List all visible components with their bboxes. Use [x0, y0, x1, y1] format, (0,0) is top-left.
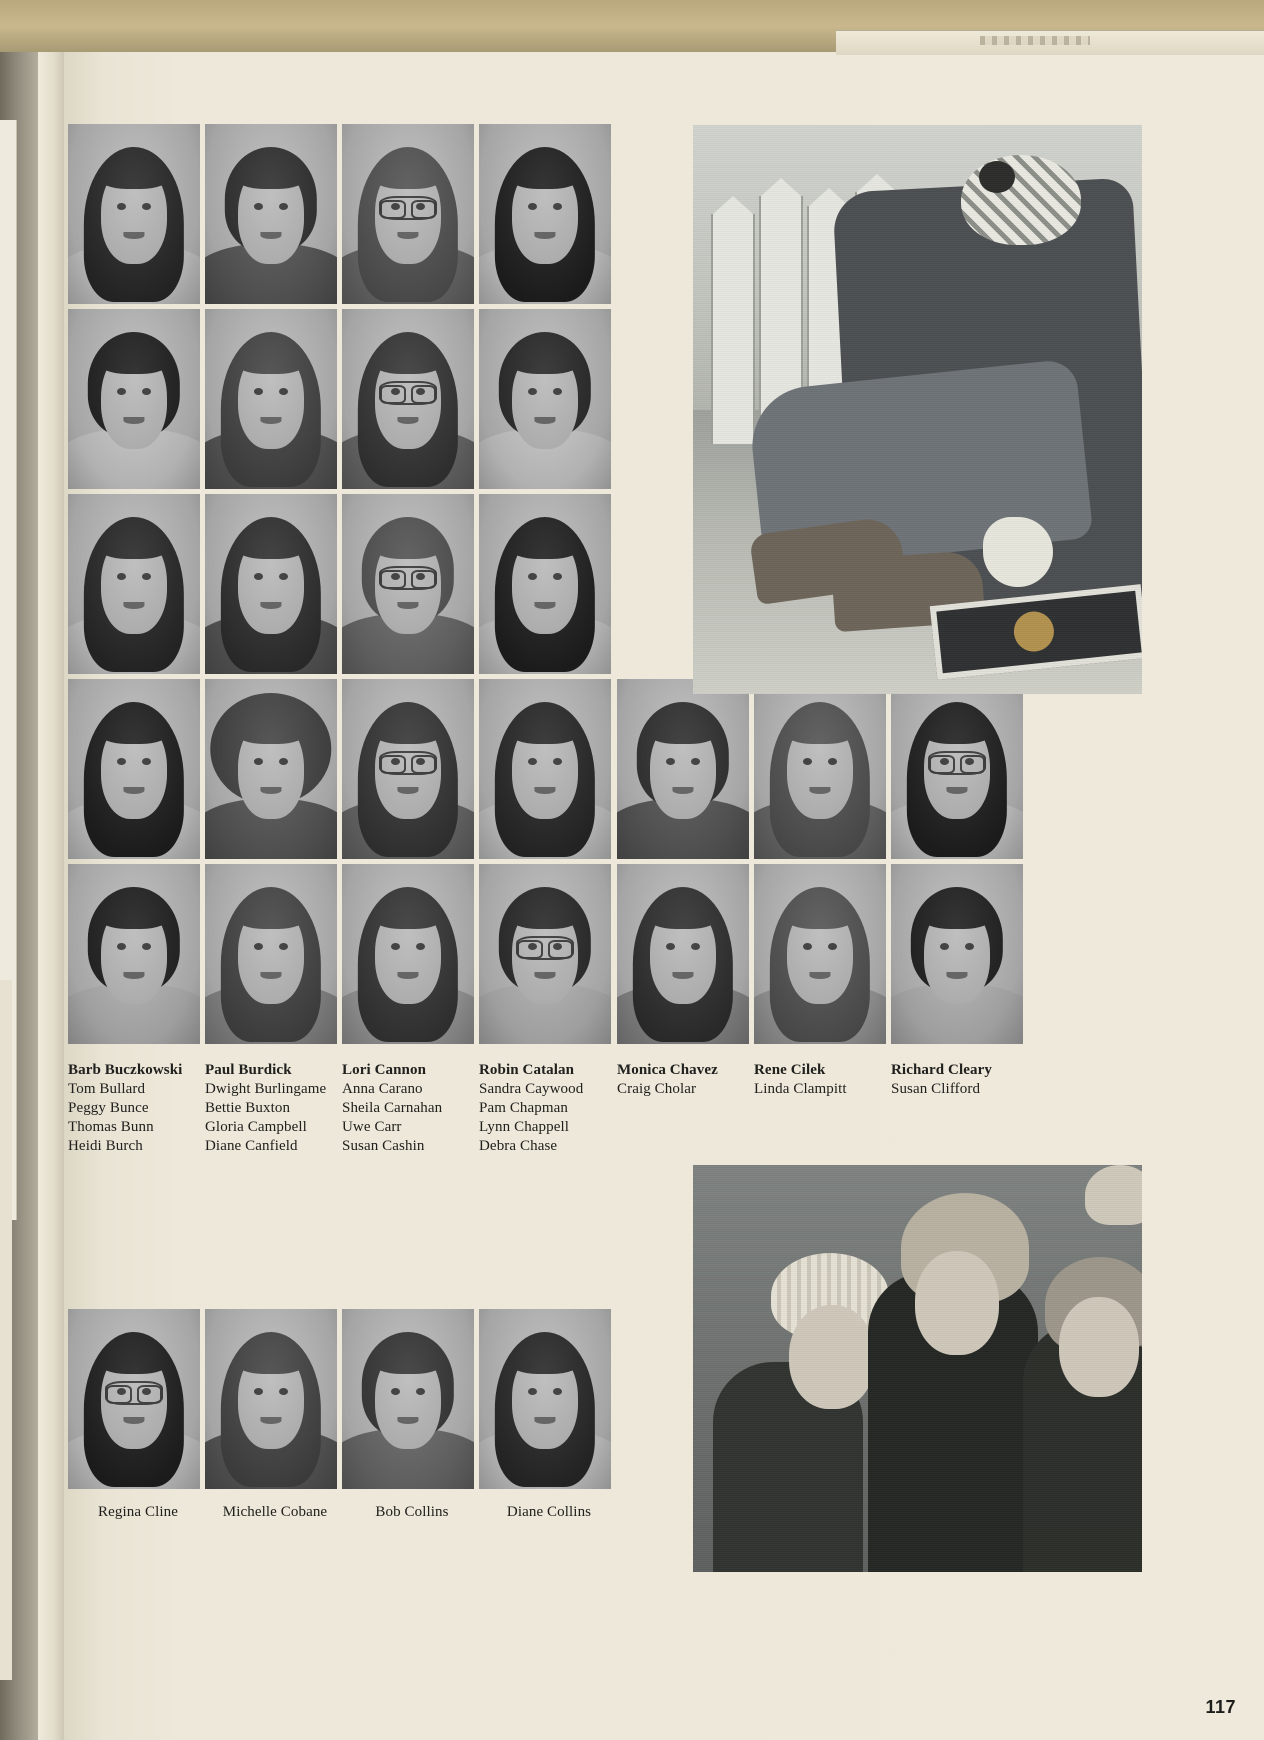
name-column [479, 1061, 619, 1156]
photo-boy-by-fence [693, 125, 1142, 694]
student-name: Tom Bullard [68, 1081, 146, 1097]
name-column [617, 1061, 757, 1099]
student-name: Paul Burdick [205, 1062, 292, 1078]
student-name: Anna Carano [342, 1081, 423, 1097]
student-portrait [479, 494, 611, 674]
book-page-edges [38, 0, 64, 1740]
student-portrait [342, 124, 474, 304]
student-portrait [68, 1309, 200, 1489]
student-name: Linda Clampitt [754, 1081, 847, 1097]
name-column [891, 1061, 1031, 1099]
student-name: Dwight Burlingame [205, 1081, 327, 1097]
student-portrait [479, 864, 611, 1044]
student-name: Regina Cline [98, 1504, 178, 1520]
student-name: Craig Cholar [617, 1081, 697, 1097]
student-name: Uwe Carr [342, 1119, 402, 1135]
student-portrait [342, 864, 474, 1044]
student-name: Diane Canfield [205, 1138, 298, 1154]
student-name: Rene Cilek [754, 1062, 826, 1078]
student-portrait [479, 679, 611, 859]
student-name: Lynn Chappell [479, 1119, 570, 1135]
student-portrait [205, 309, 337, 489]
student-portrait [754, 679, 886, 859]
student-portrait [479, 1309, 611, 1489]
student-name: Richard Cleary [891, 1062, 992, 1078]
student-portrait [754, 864, 886, 1044]
student-name: Thomas Bunn [68, 1119, 154, 1135]
student-portrait [617, 679, 749, 859]
name-column [205, 1061, 345, 1156]
name-column [68, 1061, 208, 1156]
student-portrait [68, 679, 200, 859]
student-portrait [342, 494, 474, 674]
student-portrait [68, 494, 200, 674]
student-portrait [68, 124, 200, 304]
photo-crowd-spectators [693, 1165, 1142, 1572]
student-portrait [68, 864, 200, 1044]
student-name: Susan Cashin [342, 1138, 425, 1154]
student-portrait [342, 1309, 474, 1489]
book-top-texture [980, 36, 1090, 45]
student-name: Sheila Carnahan [342, 1100, 443, 1116]
student-portrait [205, 679, 337, 859]
student-name: Monica Chavez [617, 1062, 718, 1078]
student-portrait [479, 309, 611, 489]
student-portrait [205, 1309, 337, 1489]
student-name: Robin Catalan [479, 1062, 575, 1078]
student-portrait [617, 864, 749, 1044]
student-name: Bob Collins [375, 1504, 449, 1520]
page-number: 117 [1205, 1697, 1236, 1717]
student-name: Susan Clifford [891, 1081, 981, 1097]
student-name: Pam Chapman [479, 1100, 569, 1116]
student-name: Diane Collins [506, 1504, 592, 1520]
student-portrait [891, 864, 1023, 1044]
student-name: Bettie Buxton [205, 1100, 291, 1116]
student-name: Michelle Cobane [222, 1504, 328, 1520]
student-portrait [205, 124, 337, 304]
student-portrait [205, 864, 337, 1044]
student-portrait [342, 309, 474, 489]
student-name: Lori Cannon [342, 1062, 427, 1078]
student-portrait [479, 124, 611, 304]
student-portrait [68, 309, 200, 489]
student-portrait [205, 494, 337, 674]
name-column [754, 1061, 894, 1099]
student-portrait [891, 679, 1023, 859]
name-column [342, 1061, 482, 1156]
facing-page-sliver-lower [0, 980, 12, 1680]
student-name: Gloria Campbell [205, 1119, 307, 1135]
student-portrait [342, 679, 474, 859]
student-name: Debra Chase [479, 1138, 558, 1154]
student-name: Peggy Bunce [68, 1100, 149, 1116]
student-name: Sandra Caywood [479, 1081, 584, 1097]
student-name: Heidi Burch [68, 1138, 143, 1154]
page-sheet [64, 52, 1264, 1740]
student-name: Barb Buczkowski [68, 1062, 183, 1078]
